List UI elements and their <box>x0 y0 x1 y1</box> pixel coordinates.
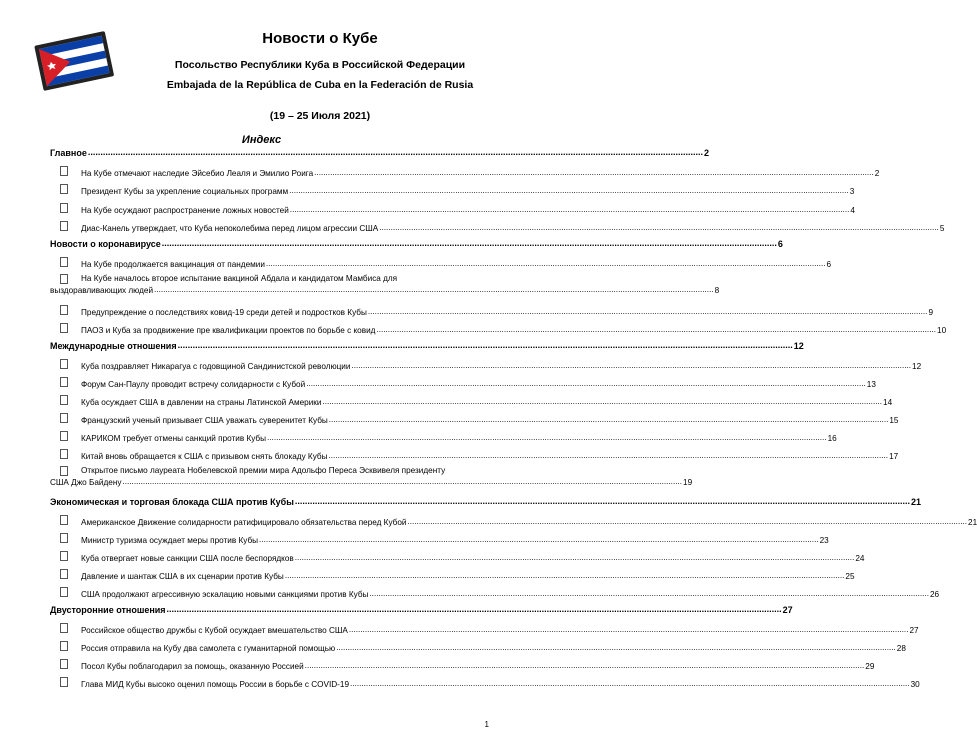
toc-page-number: 13 <box>866 380 876 389</box>
toc-entry-title-cont: выздоравливающих людей <box>50 286 154 295</box>
embassy-name-ru: Посольство Республики Куба в Российской Федерации <box>174 59 466 71</box>
toc-page-number: 15 <box>889 416 899 425</box>
toc-entry[interactable] <box>50 377 876 390</box>
toc-entry-title: На Кубе отмечают наследие Эйсебио Леаля и Эмилио Роига <box>81 169 314 178</box>
toc-page-number: 10 <box>937 326 947 335</box>
bullet-icon <box>60 587 68 597</box>
toc-entry[interactable] <box>50 533 829 546</box>
toc-section-bilateral[interactable] <box>50 605 793 615</box>
toc-page-number: 27 <box>782 605 793 615</box>
toc-page-number: 26 <box>929 590 940 599</box>
bullet-icon <box>60 257 68 267</box>
toc-entry-title: На Кубе началось второе испытание вакциной Абдала и кандидатом Мамбиса для <box>81 274 398 283</box>
bullet-icon <box>60 466 68 476</box>
toc-page-number: 25 <box>845 572 855 581</box>
toc-entry[interactable] <box>50 449 899 462</box>
toc-page-number: 29 <box>865 662 875 671</box>
toc-entry-title: Открытое письмо лауреата Нобелевской премии мира Адольфо Переса Эсквивеля президенту <box>81 466 446 475</box>
toc-section-title: Двусторонние отношения <box>50 605 166 615</box>
bullet-icon <box>60 515 68 525</box>
bullet-icon <box>60 377 68 387</box>
toc-entry[interactable] <box>50 274 720 296</box>
toc-page-number: 9 <box>928 308 933 317</box>
toc-entry-title: На Кубе осуждают распространение ложных новостей <box>81 206 289 215</box>
bullet-icon <box>60 623 68 633</box>
toc-entry-title: США продолжают агрессивную эскалацию новыми санкциями против Кубы <box>81 590 369 599</box>
toc-entry[interactable] <box>50 323 947 336</box>
bullet-icon <box>60 533 68 543</box>
toc-page-number: 8 <box>714 286 720 295</box>
toc-page-number: 17 <box>889 452 899 461</box>
toc-page-number: 24 <box>855 554 865 563</box>
toc-page-number: 5 <box>939 224 945 233</box>
toc-entry-title: Давление и шантаж США в их сценарии против Кубы <box>81 572 284 581</box>
toc-page-number: 6 <box>826 260 832 269</box>
bullet-icon <box>60 184 68 194</box>
toc-section-title: Экономическая и торговая блокада США против Кубы <box>50 497 294 507</box>
toc-entry[interactable] <box>50 413 899 426</box>
toc-entry-title-cont: США Джо Байдену <box>50 478 122 487</box>
toc-section-main[interactable] <box>50 148 709 158</box>
toc-entry[interactable] <box>50 431 837 444</box>
embassy-name-es: Embajada de la República de Cuba en la Federación de Rusia <box>166 79 474 91</box>
toc-section-coronavirus[interactable] <box>50 239 783 249</box>
toc-page-number: 12 <box>793 341 804 351</box>
bullet-icon <box>60 323 68 333</box>
bullet-icon <box>60 569 68 579</box>
bullet-icon <box>60 641 68 651</box>
toc-entry[interactable] <box>50 551 865 564</box>
toc-page-number: 23 <box>819 536 829 545</box>
toc-entry[interactable] <box>50 359 922 372</box>
toc-entry-title: Министр туризма осуждает меры против Кубы <box>81 536 259 545</box>
toc-section-title: Главное <box>50 148 87 158</box>
toc-page-number: 12 <box>912 362 922 371</box>
bullet-icon <box>60 413 68 423</box>
bullet-icon <box>60 677 68 687</box>
toc-page-number: 14 <box>883 398 893 407</box>
date-range: (19 – 25 Июля 2021) <box>269 110 371 122</box>
newsletter-title: Новости о Кубе <box>262 30 378 47</box>
bullet-icon <box>60 395 68 405</box>
toc-entry-title: Диас-Канель утверждает, что Куба непоколебима перед лицом агрессии США <box>81 224 379 233</box>
toc-page-number: 16 <box>827 434 837 443</box>
toc-page-number: 28 <box>896 644 906 653</box>
toc-entry[interactable] <box>50 659 875 672</box>
toc-section-title: Новости о коронавирусе <box>50 239 161 249</box>
toc-page-number: 21 <box>968 518 977 527</box>
bullet-icon <box>60 221 68 231</box>
toc-page-number: 3 <box>849 187 855 196</box>
toc-entry-title: Куба осуждает США в давлении на страны Латинской Америки <box>81 398 322 407</box>
bullet-icon <box>60 305 68 315</box>
bullet-icon <box>60 274 68 284</box>
toc-entry-title: На Кубе продолжается вакцинация от пандемии <box>81 260 265 269</box>
toc-page-number: 2 <box>703 148 709 158</box>
bullet-icon <box>60 449 68 459</box>
toc-page-number: 27 <box>909 626 919 635</box>
toc-entry-title: Посол Кубы поблагодарил за помощь, оказанную Россией <box>81 662 304 671</box>
cuba-flag-icon <box>32 28 116 92</box>
toc-entry-title: Французский ученый призывает США уважать суверенитет Кубы <box>81 416 328 425</box>
toc-entry-title: Предупреждение о последствиях ковид-19 среди детей и подростков Кубы <box>81 308 367 317</box>
index-heading: Индекс <box>241 134 282 146</box>
toc-page-number: 30 <box>910 680 920 689</box>
toc-page-number: 21 <box>911 497 922 507</box>
toc-entry-title: ПАОЗ и Куба за продвижение пре квалификации проектов по борьбе с ковид <box>81 326 376 335</box>
toc-section-blockade[interactable] <box>50 497 922 507</box>
toc-page-number: 2 <box>874 169 880 178</box>
toc-entry-title: Куба поздравляет Никарагуа с годовщиной Сандинистской революции <box>81 362 351 371</box>
toc-entry-title: Китай вновь обращается к США с призывом снять блокаду Кубы <box>81 452 328 461</box>
toc-entry[interactable] <box>50 641 906 654</box>
bullet-icon <box>60 166 68 176</box>
toc-entry[interactable] <box>50 466 693 488</box>
toc-entry[interactable] <box>50 184 855 197</box>
toc-entry[interactable] <box>50 221 945 234</box>
toc-entry-title: Форум Сан-Паулу проводит встречу солидарности с Кубой <box>81 380 306 389</box>
page-number: 1 <box>484 720 489 729</box>
bullet-icon <box>60 551 68 561</box>
toc-entry[interactable] <box>50 166 880 179</box>
toc-entry[interactable] <box>50 257 832 270</box>
bullet-icon <box>60 359 68 369</box>
toc-entry[interactable] <box>50 203 855 216</box>
bullet-icon <box>60 431 68 441</box>
toc-entry-title: КАРИКОМ требует отмены санкций против Кубы <box>81 434 266 443</box>
toc-entry-title: Куба отвергает новые санкции США после беспорядков <box>81 554 294 563</box>
toc-entry[interactable] <box>50 395 893 408</box>
bullet-icon <box>60 659 68 669</box>
bullet-icon <box>60 203 68 213</box>
toc-entry[interactable] <box>50 305 933 318</box>
toc-entry[interactable] <box>50 515 977 528</box>
toc-section-international[interactable] <box>50 341 804 351</box>
toc-section-title: Международные отношения <box>50 341 177 351</box>
toc-entry-title: Президент Кубы за укрепление социальных программ <box>81 187 289 196</box>
toc-entry-title: Американское Движение солидарности ратифицировало обязательства перед Кубой <box>81 518 407 527</box>
toc-page-number: 6 <box>777 239 783 249</box>
toc-entry-title: Российское общество дружбы с Кубой осуждает вмешательство США <box>81 626 348 635</box>
toc-entry[interactable] <box>50 623 919 636</box>
toc-entry[interactable] <box>50 587 940 600</box>
toc-entry[interactable] <box>50 677 920 690</box>
toc-page-number: 4 <box>850 206 855 215</box>
toc-entry[interactable] <box>50 569 855 582</box>
toc-entry-title: Глава МИД Кубы высоко оценил помощь России в борьбе с COVID-19 <box>81 680 349 689</box>
toc-entry-title: Россия отправила на Кубу два самолета с гуманитарной помощью <box>81 644 336 653</box>
toc-page-number: 19 <box>683 478 693 487</box>
